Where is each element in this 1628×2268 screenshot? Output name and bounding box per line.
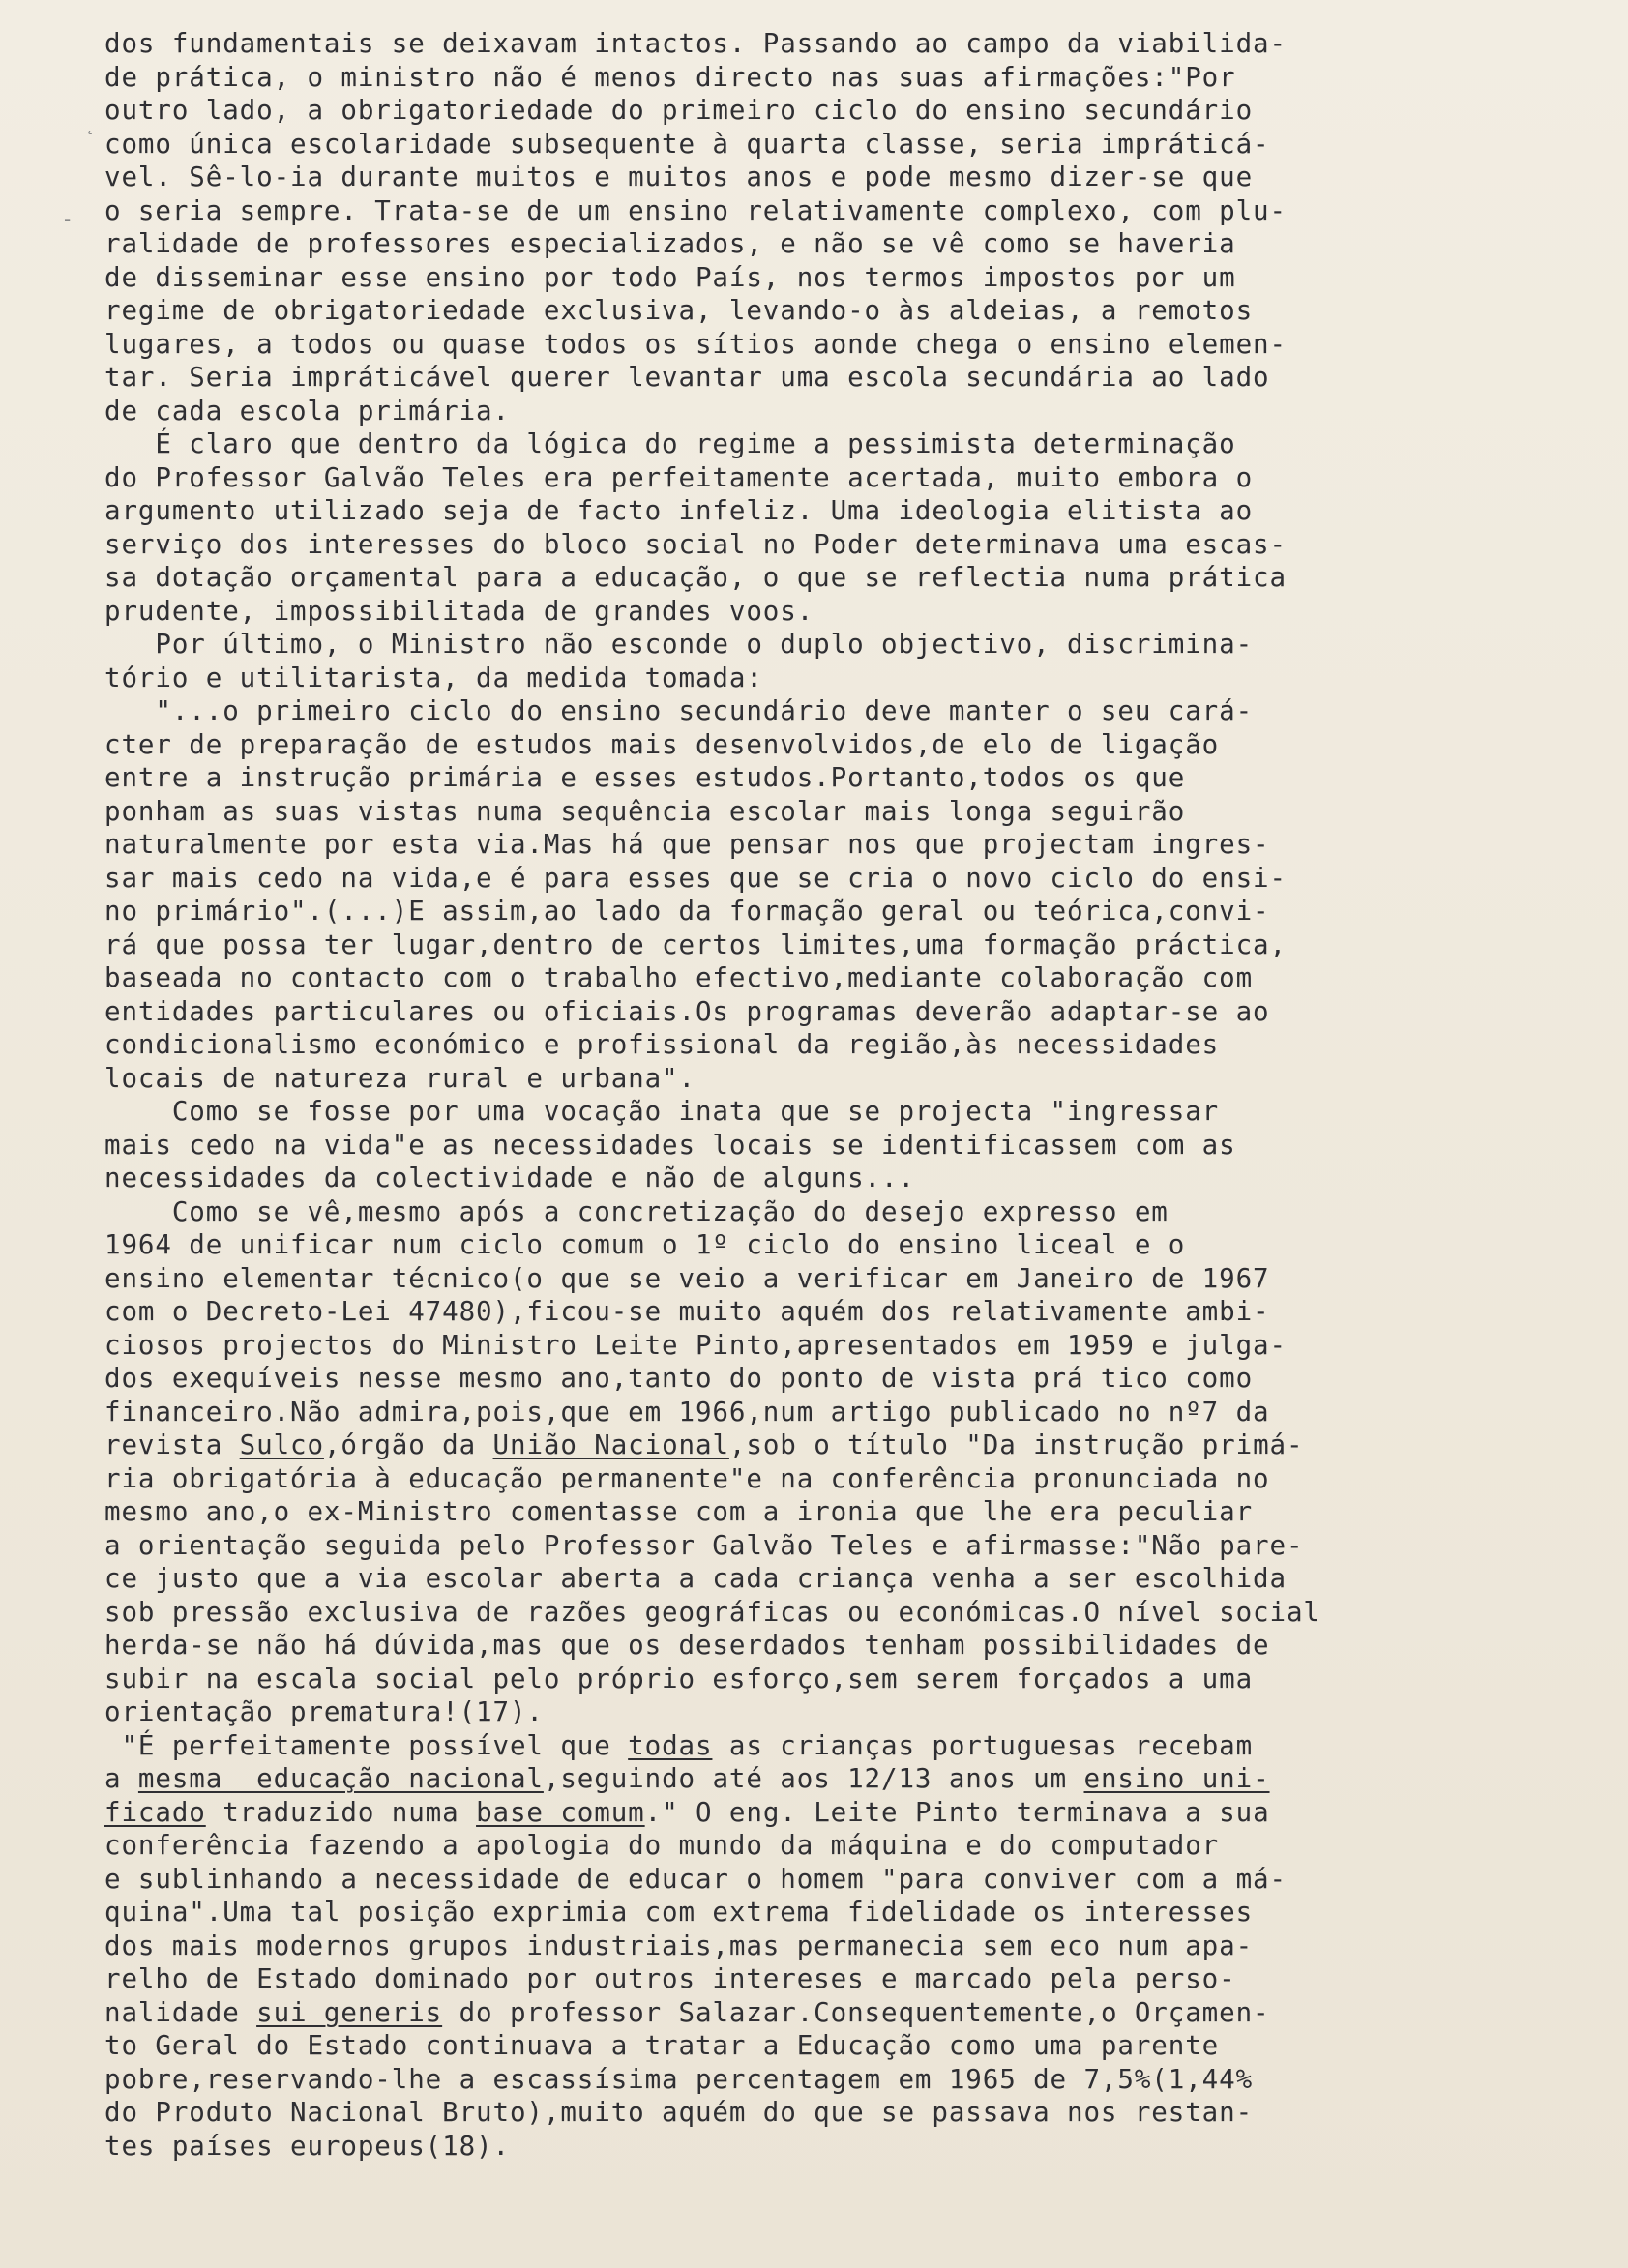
text-line bbox=[104, 1829, 1497, 1863]
text-line bbox=[104, 1495, 1497, 1529]
underlined-text: sui generis bbox=[256, 1996, 443, 2028]
text-line bbox=[104, 1596, 1497, 1630]
text-segment: as crianças portuguesas recebam bbox=[712, 1729, 1254, 1761]
text-line bbox=[104, 1863, 1497, 1897]
text-segment: argumento utilizado seja de facto infeliz. Uma ideologia elitista ao bbox=[104, 495, 1254, 526]
text-segment: ." O eng. Leite Pinto terminava a sua bbox=[644, 1796, 1270, 1828]
text-line bbox=[104, 1228, 1497, 1262]
text-segment: sa dotação orçamental para a educação, o que se reflectia numa prática bbox=[104, 562, 1287, 593]
text-segment: conferência fazendo a apologia do mundo da máquina e do computador bbox=[104, 1830, 1220, 1861]
text-line bbox=[104, 694, 1497, 728]
text-line bbox=[104, 27, 1497, 61]
text-line bbox=[104, 361, 1497, 395]
text-segment: "...o primeiro ciclo do ensino secundário deve manter o seu cará- bbox=[104, 695, 1254, 726]
text-line bbox=[104, 1362, 1497, 1396]
text-segment: ,sob o título "Da instrução primá- bbox=[728, 1429, 1304, 1460]
text-segment: É claro que dentro da lógica do regime a pessimista determinação bbox=[104, 428, 1236, 459]
text-line bbox=[104, 2096, 1497, 2130]
text-line bbox=[104, 1195, 1497, 1229]
text-segment: dos exequíveis nesse mesmo ano,tanto do ponto de vista prá tico como bbox=[104, 1363, 1254, 1394]
text-segment: Como se fosse por uma vocação inata que se projecta "ingressar bbox=[104, 1096, 1220, 1127]
text-line bbox=[104, 328, 1497, 362]
text-line bbox=[104, 928, 1497, 962]
text-line bbox=[104, 895, 1497, 928]
text-line bbox=[104, 595, 1497, 629]
text-segment: de prática, o ministro não é menos directo nas suas afirmações:"Por bbox=[104, 61, 1236, 93]
text-line bbox=[104, 1529, 1497, 1563]
text-line bbox=[104, 61, 1497, 95]
text-segment: financeiro.Não admira,pois,que em 1966,num artigo publicado no nº7 da bbox=[104, 1396, 1270, 1428]
text-segment: mais cedo na vida"e as necessidades locais se identificassem com as bbox=[104, 1129, 1236, 1161]
text-segment: ria obrigatória à educação permanente"e na conferência pronunciada no bbox=[104, 1462, 1270, 1494]
text-line bbox=[104, 395, 1497, 428]
text-segment: revista bbox=[104, 1429, 240, 1460]
text-line bbox=[104, 2029, 1497, 2063]
text-line bbox=[104, 1396, 1497, 1429]
text-line bbox=[104, 2063, 1497, 2097]
text-line bbox=[104, 828, 1497, 862]
text-line bbox=[104, 1028, 1497, 1062]
text-segment: e sublinhando a necessidade de educar o homem "para conviver com a má- bbox=[104, 1863, 1287, 1895]
text-line bbox=[104, 1796, 1497, 1830]
text-line bbox=[104, 94, 1497, 128]
text-line bbox=[104, 261, 1497, 295]
text-segment: cter de preparação de estudos mais desenvolvidos,de elo de ligação bbox=[104, 728, 1220, 760]
text-segment: locais de natureza rural e urbana". bbox=[104, 1062, 696, 1094]
text-segment: dos fundamentais se deixavam intactos. Passando ao campo da viabilida- bbox=[104, 28, 1287, 59]
text-segment: de cada escola primária. bbox=[104, 395, 510, 427]
text-line bbox=[104, 862, 1497, 896]
text-line bbox=[104, 294, 1497, 328]
text-line bbox=[104, 1262, 1497, 1296]
text-line bbox=[104, 161, 1497, 194]
text-line bbox=[104, 1896, 1497, 1929]
text-segment: a bbox=[104, 1763, 138, 1794]
text-segment: Por último, o Ministro não esconde o duplo objectivo, discrimina- bbox=[104, 629, 1254, 660]
text-segment: ponham as suas vistas numa sequência escolar mais longa seguirão bbox=[104, 795, 1186, 827]
text-segment: Como se vê,mesmo após a concretização do desejo expresso em bbox=[104, 1195, 1169, 1227]
text-line bbox=[104, 1329, 1497, 1363]
margin-mark: ˛ bbox=[85, 112, 95, 135]
text-line bbox=[104, 1695, 1497, 1729]
text-line bbox=[104, 494, 1497, 528]
text-line bbox=[104, 1996, 1497, 2030]
text-line bbox=[104, 1095, 1497, 1129]
text-segment: como única escolaridade subsequente à quarta classe, seria impráticá- bbox=[104, 128, 1270, 160]
text-segment: serviço dos interesses do bloco social no Poder determinava uma escas- bbox=[104, 528, 1287, 560]
text-line bbox=[104, 995, 1497, 1029]
text-segment: herda-se não há dúvida,mas que os deserdados tenham possibilidades de bbox=[104, 1630, 1270, 1661]
text-segment: baseada no contacto com o trabalho efectivo,mediante colaboração com bbox=[104, 962, 1254, 993]
text-segment: do Produto Nacional Bruto),muito aquém do que se passava nos restan- bbox=[104, 2097, 1254, 2128]
text-segment: to Geral do Estado continuava a tratar a Educação como uma parente bbox=[104, 2030, 1220, 2061]
text-segment: necessidades da colectividade e não de alguns... bbox=[104, 1163, 915, 1193]
text-segment: sob pressão exclusiva de razões geográficas ou económicas.O nível social bbox=[104, 1596, 1320, 1628]
text-line bbox=[104, 795, 1497, 829]
text-segment: ciosos projectos do Ministro Leite Pinto,apresentados em 1959 e julga- bbox=[104, 1329, 1287, 1361]
text-segment: traduzido numa bbox=[205, 1796, 477, 1828]
underlined-text: base comum bbox=[476, 1796, 645, 1828]
text-segment: com o Decreto-Lei 47480),ficou-se muito aquém dos relativamente ambi- bbox=[104, 1296, 1270, 1327]
text-segment: a orientação seguida pelo Professor Galvão Teles e afirmasse:"Não pare- bbox=[104, 1529, 1304, 1561]
text-line bbox=[104, 728, 1497, 762]
text-line bbox=[104, 961, 1497, 995]
text-segment: entre a instrução primária e esses estudos.Portanto,todos os que bbox=[104, 762, 1186, 793]
text-segment: do professor Salazar.Consequentemente,o Orçamen- bbox=[442, 1996, 1270, 2028]
text-segment: condicionalismo económico e profissional da região,às necessidades bbox=[104, 1029, 1220, 1060]
text-segment: no primário".(...)E assim,ao lado da formação geral ou teórica,convi- bbox=[104, 896, 1270, 927]
underlined-text: Sulco bbox=[239, 1429, 324, 1460]
text-segment: ,órgão da bbox=[323, 1429, 493, 1460]
text-line bbox=[104, 528, 1497, 562]
text-segment: mesmo ano,o ex-Ministro comentasse com a ironia que lhe era peculiar bbox=[104, 1496, 1254, 1527]
margin-mark: - bbox=[64, 207, 72, 230]
text-line bbox=[104, 628, 1497, 662]
text-segment: de disseminar esse ensino por todo País, nos termos impostos por um bbox=[104, 261, 1236, 293]
text-line bbox=[104, 1129, 1497, 1163]
text-line bbox=[104, 2130, 1497, 2164]
text-line bbox=[104, 1929, 1497, 1963]
text-line bbox=[104, 1729, 1497, 1763]
text-line bbox=[104, 662, 1497, 695]
text-line bbox=[104, 1429, 1497, 1462]
underlined-text: ensino uni- bbox=[1083, 1763, 1270, 1794]
text-segment: tório e utilitarista, da medida tomada: bbox=[104, 662, 763, 693]
text-segment: ralidade de professores especializados, e não se vê como se haveria bbox=[104, 228, 1236, 259]
document-body-text bbox=[104, 27, 1497, 2163]
text-line bbox=[104, 1562, 1497, 1596]
text-segment: lugares, a todos ou quase todos os sítios aonde chega o ensino elemen- bbox=[104, 328, 1287, 360]
text-segment: o seria sempre. Trata-se de um ensino relativamente complexo, com plu- bbox=[104, 194, 1287, 226]
text-line bbox=[104, 1962, 1497, 1996]
text-segment: pobre,reservando-lhe a escassísima percentagem em 1965 de 7,5%(1,44% bbox=[104, 2063, 1254, 2095]
text-segment: tes países europeus(18). bbox=[104, 2130, 510, 2162]
text-segment: outro lado, a obrigatoriedade do primeiro ciclo do ensino secundário bbox=[104, 95, 1254, 126]
text-line bbox=[104, 1663, 1497, 1696]
text-segment: naturalmente por esta via.Mas há que pensar nos que projectam ingres- bbox=[104, 829, 1270, 860]
text-segment: dos mais modernos grupos industriais,mas permanecia sem eco num apa- bbox=[104, 1929, 1254, 1961]
text-segment: rá que possa ter lugar,dentro de certos limites,uma formação práctica, bbox=[104, 928, 1287, 960]
text-line bbox=[104, 427, 1497, 461]
text-segment: tar. Seria impráticável querer levantar uma escola secundária ao lado bbox=[104, 362, 1270, 393]
text-line bbox=[104, 227, 1497, 261]
text-segment: ,seguindo até aos 12/13 anos um bbox=[543, 1763, 1084, 1794]
text-segment: regime de obrigatoriedade exclusiva, levando-o às aldeias, a remotos bbox=[104, 295, 1254, 326]
text-segment: entidades particulares ou oficiais.Os programas deverão adaptar-se ao bbox=[104, 995, 1270, 1027]
text-line bbox=[104, 761, 1497, 795]
text-segment: 1964 de unificar num ciclo comum o 1º ciclo do ensino liceal e o bbox=[104, 1229, 1186, 1260]
text-line bbox=[104, 461, 1497, 495]
text-line bbox=[104, 1295, 1497, 1329]
underlined-text: mesma educação nacional bbox=[137, 1763, 544, 1794]
text-segment: do Professor Galvão Teles era perfeitamente acertada, muito embora o bbox=[104, 461, 1254, 493]
text-line bbox=[104, 1062, 1497, 1096]
text-line bbox=[104, 1629, 1497, 1663]
text-segment: ensino elementar técnico(o que se veio a verificar em Janeiro de 1967 bbox=[104, 1262, 1270, 1294]
text-segment: vel. Sê-lo-ia durante muitos e muitos anos e pode mesmo dizer-se que bbox=[104, 162, 1254, 192]
text-line bbox=[104, 561, 1497, 595]
text-segment: quina".Uma tal posição exprimia com extrema fidelidade os interesses bbox=[104, 1897, 1254, 1928]
text-segment: sar mais cedo na vida,e é para esses que se cria o novo ciclo do ensi- bbox=[104, 862, 1287, 894]
underlined-text: todas bbox=[628, 1729, 713, 1761]
text-segment: nalidade bbox=[104, 1996, 257, 2028]
underlined-text: União Nacional bbox=[492, 1429, 729, 1460]
text-line bbox=[104, 1162, 1497, 1195]
underlined-text: ficado bbox=[104, 1796, 206, 1828]
text-segment: relho de Estado dominado por outros intereses e marcado pela perso- bbox=[104, 1963, 1236, 1994]
text-segment: orientação prematura!(17). bbox=[104, 1696, 544, 1727]
text-line bbox=[104, 194, 1497, 228]
text-line bbox=[104, 1762, 1497, 1796]
text-segment: "É perfeitamente possível que bbox=[104, 1729, 629, 1761]
text-segment: prudente, impossibilitada de grandes voos. bbox=[104, 595, 814, 627]
text-segment: ce justo que a via escolar aberta a cada criança venha a ser escolhida bbox=[104, 1563, 1287, 1594]
text-line bbox=[104, 128, 1497, 162]
text-line bbox=[104, 1462, 1497, 1496]
text-segment: subir na escala social pelo próprio esforço,sem serem forçados a uma bbox=[104, 1663, 1254, 1694]
